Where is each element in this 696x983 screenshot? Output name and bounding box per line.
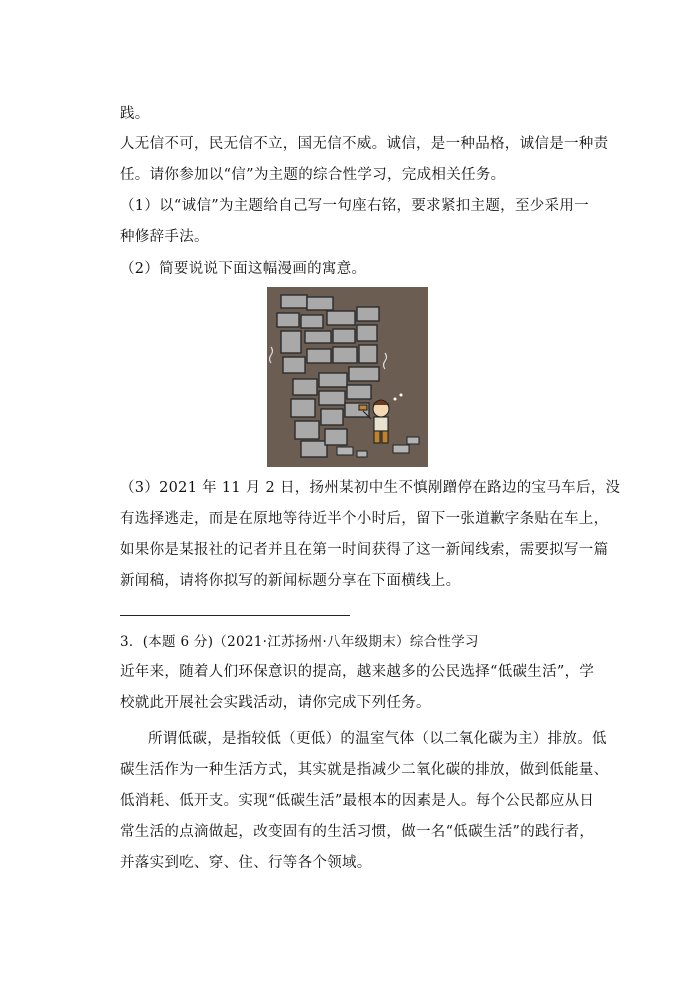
text-line: 任。请你参加以“信”为主题的综合性学习，完成相关任务。 (120, 167, 506, 183)
question-1: （1）以“诚信”为主题给自己写一句座右铭，要求紧扣主题，至少采用一 (120, 198, 589, 214)
passage-line: 所谓低碳，是指较低（更低）的温室气体（以二氧化碳为主）排放。低 (148, 731, 607, 747)
answer-blank-line[interactable] (120, 615, 350, 616)
problem-3-header: 3．(本题 6 分)（2021·江苏扬州·八年级期末）综合性学习 (120, 634, 479, 650)
text-line: 人无信不可，民无信不立，国无信不威。诚信，是一种品格，诚信是一种责 (120, 136, 609, 152)
passage-line: 常生活的点滴做起，改变固有的生活习惯，做一名“低碳生活”的践行者， (120, 824, 595, 840)
text-line: 有选择逃走，而是在原地等待近半个小时后，留下一张道歉字条贴在车上， (120, 511, 609, 527)
text-line: 如果你是某报社的记者并且在第一时间获得了这一新闻线索，需要拟写一篇 (120, 542, 609, 558)
text-line: 新闻稿，请将你拟写的新闻标题分享在下面横线上。 (120, 573, 461, 589)
passage-line: 低消耗、低开支。实现“低碳生活”最根本的因素是人。每个公民都应从日 (120, 793, 595, 809)
text-line: 近年来，随着人们环保意识的提高，越来越多的公民选择“低碳生活”，学 (120, 664, 595, 680)
question-3: （3）2021 年 11 月 2 日，扬州某初中生不慎剐蹭停在路边的宝马车后，没 (120, 480, 621, 496)
text-line: 校就此开展社会实践活动，请你完成下列任务。 (120, 695, 431, 711)
passage-line: 并落实到吃、穿、住、行等各个领域。 (120, 855, 372, 871)
question-2: （2）简要说说下面这幅漫画的寓意。 (120, 261, 367, 277)
text-line: 践。 (120, 106, 150, 122)
passage-line: 碳生活作为一种生活方式，其实就是指减少二氧化碳的排放，做到低能量、 (120, 762, 609, 778)
integrity-comic-image (267, 287, 428, 467)
text-line: 种修辞手法。 (120, 229, 209, 245)
